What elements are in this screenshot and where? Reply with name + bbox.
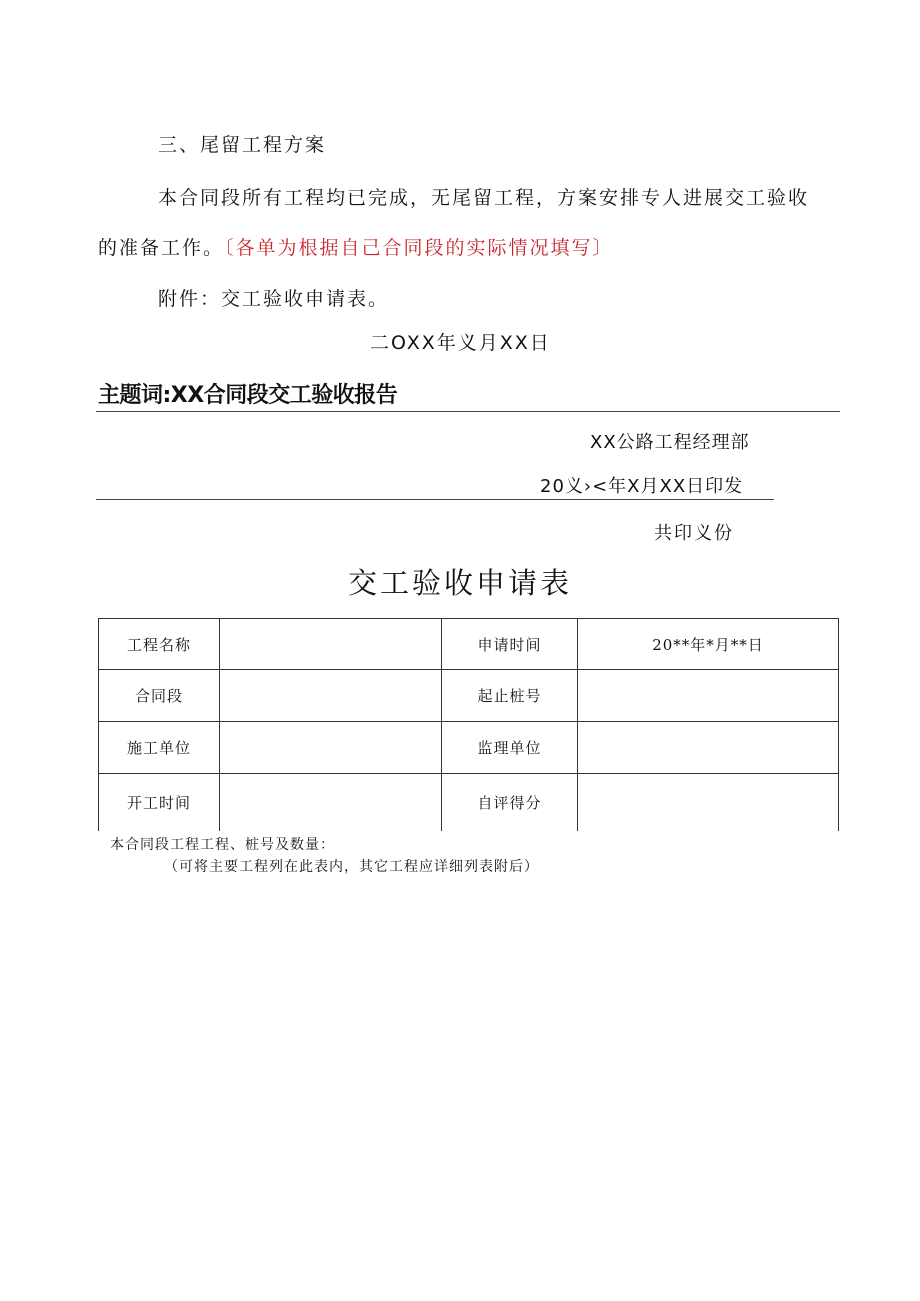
field-value[interactable]: [578, 670, 839, 722]
field-value[interactable]: [220, 619, 442, 670]
form-title: 交工验收申请表: [347, 566, 572, 600]
table-row: [99, 670, 839, 722]
field-label: 施工单位: [99, 722, 220, 774]
table-row: [99, 722, 839, 774]
paragraph-text: 的准备工作。: [98, 237, 225, 259]
field-value[interactable]: [220, 774, 442, 832]
field-value[interactable]: [578, 722, 839, 774]
divider: [96, 499, 774, 500]
issuer: XX公路工程经理部: [590, 432, 750, 453]
field-value[interactable]: 20**年*月**日: [578, 619, 839, 670]
field-label: 申请时间: [442, 619, 578, 670]
subject-line: 主题词:XX合同段交工验收报告: [98, 383, 398, 408]
table-row: [99, 774, 839, 832]
field-label: 起止桩号: [442, 670, 578, 722]
field-value[interactable]: [220, 670, 442, 722]
application-form-table: [98, 618, 839, 831]
print-date: 20义›<年X月XX日印发: [540, 476, 744, 497]
field-value[interactable]: [220, 722, 442, 774]
form-note: 本合同段工程工程、桩号及数量：: [110, 837, 335, 853]
divider: [96, 411, 840, 412]
form-note: （可将主要工程列在此表内，其它工程应详细列表附后）: [164, 859, 539, 875]
report-date: 二OXX年义月XX日: [370, 332, 551, 354]
field-value[interactable]: [578, 774, 839, 832]
paragraph-line: 本合同段所有工程均已完成，无尾留工程，方案安排专人进展交工验收: [158, 187, 810, 209]
section-heading: 三、尾留工程方案: [158, 134, 327, 156]
field-label: 合同段: [99, 670, 220, 722]
field-label: 开工时间: [99, 774, 220, 832]
field-label: 自评得分: [442, 774, 578, 832]
field-label: 监理单位: [442, 722, 578, 774]
copies-count: 共印义份: [654, 523, 734, 544]
field-label: 工程名称: [99, 619, 220, 670]
paragraph-line: [98, 233, 614, 260]
table-row: [99, 619, 839, 670]
attachment-line: 附件：交工验收申请表。: [158, 288, 390, 310]
fill-in-note: 〔各单为根据自己合同段的实际情况填写〕: [224, 237, 614, 259]
